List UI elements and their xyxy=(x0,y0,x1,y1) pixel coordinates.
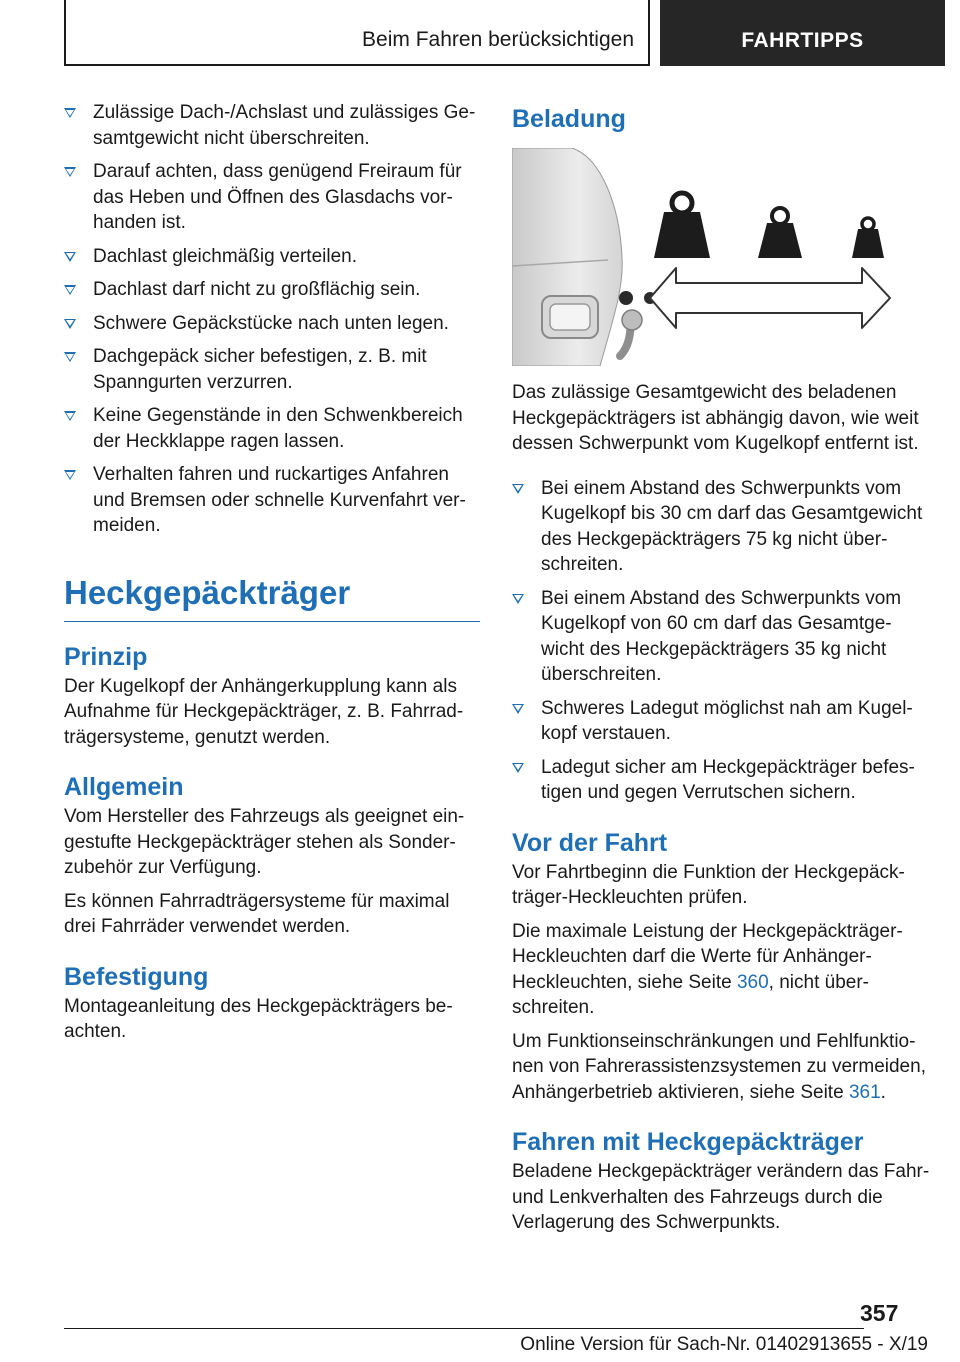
list-item: Dachlast darf nicht zu großflächig sein. xyxy=(64,277,480,303)
chapter-tab[interactable] xyxy=(660,0,945,66)
list-item: Verhalten fahren und ruckartiges Anfahren und Bremsen oder schnelle Kurvenfahrt ver-meiden. xyxy=(64,462,480,539)
list-item: Keine Gegenstände in den Schwenkbereich der Heckklappe ragen lassen. xyxy=(64,403,480,454)
triangle-bullet-icon xyxy=(512,704,524,714)
list-item: Schwere Gepäckstücke nach unten legen. xyxy=(64,311,480,337)
right-column xyxy=(512,100,932,1236)
list-item: Bei einem Abstand des Schwerpunkts vom Kugelkopf von 60 cm darf das Gesamtge-wicht des Heckgepäckträgers 35 kg nicht überschreiten. xyxy=(512,586,932,688)
beladung-list xyxy=(512,476,932,806)
heading-befestigung: Befestigung xyxy=(64,962,209,991)
page-link-361[interactable]: 361 xyxy=(848,1081,881,1103)
paragraph-vor-der-fahrt-2: Die maximale Leistung der Heckgepäckträger-Heckleuchten darf die Werte für Anhänger-Heckleuchten, siehe Seite 360, nicht über-schreiten. xyxy=(512,920,903,1018)
heading-vor-der-fahrt: Vor der Fahrt xyxy=(512,828,668,857)
list-item: Ladegut sicher am Heckgepäckträger befes-tigen und gegen Verrutschen sichern. xyxy=(512,755,932,806)
footer-divider xyxy=(64,1328,864,1329)
list-item: Bei einem Abstand des Schwerpunkts vom Kugelkopf bis 30 cm darf das Gesamtgewicht des Heckgepäckträgers 75 kg nicht über-schreiten. xyxy=(512,476,932,578)
triangle-bullet-icon xyxy=(64,252,76,262)
paragraph-befestigung: Montageanleitung des Heckgepäckträgers be-achten. xyxy=(64,995,453,1042)
page-link-360[interactable]: 360 xyxy=(736,971,769,993)
triangle-bullet-icon xyxy=(64,470,76,480)
paragraph-beladung-intro: Das zulässige Gesamtgewicht des beladenen Heckgepäckträgers ist abhängig davon, wie weit dessen Schwerpunkt vom Kugelkopf entfernt ist. xyxy=(512,382,919,454)
triangle-bullet-icon xyxy=(64,167,76,177)
paragraph-vor-der-fahrt-3: Um Funktionseinschränkungen und Fehlfunktio-nen von Fahrerassistenzsystemen zu vermeiden, Anhängerbetrieb aktivieren, siehe Seite 361. xyxy=(512,1030,926,1103)
triangle-bullet-icon xyxy=(64,411,76,421)
heading-prinzip: Prinzip xyxy=(64,642,148,671)
list-item: Zulässige Dach-/Achslast und zulässiges Ge-samtgewicht nicht überschreiten. xyxy=(64,100,480,151)
page-number: 357 xyxy=(860,1300,899,1326)
footer-online-version: Online Version für Sach-Nr. 01402913655 - X/19 xyxy=(520,1334,928,1355)
paragraph-allgemein-2: Es können Fahrradträgersysteme für maximal drei Fahrräder verwendet werden. xyxy=(64,890,450,937)
triangle-bullet-icon xyxy=(64,285,76,295)
paragraph-fahren: Beladene Heckgepäckträger verändern das Fahr- und Lenkverhalten des Fahrzeugs durch die Verlagerung des Schwerpunkts. xyxy=(512,1161,930,1233)
hitch-load-illustration xyxy=(512,148,896,366)
paragraph-prinzip: Der Kugelkopf der Anhängerkupplung kann als Aufnahme für Heckgepäckträger, z. B. Fahrrad-trägersysteme, genutzt werden. xyxy=(64,675,464,748)
chapter-tab-label: FAHRTIPPS xyxy=(741,29,864,52)
triangle-bullet-icon xyxy=(64,319,76,329)
paragraph-vor-der-fahrt-1: Vor Fahrtbeginn die Funktion der Heckgepäck-träger-Heckleuchten prüfen. xyxy=(512,861,905,908)
heading-fahren: Fahren mit Heckgepäckträger xyxy=(512,1128,864,1156)
list-item: Darauf achten, dass genügend Freiraum für das Heben und Öffnen des Glasdachs vor-handen ist. xyxy=(64,159,480,236)
section-title: Beim Fahren berücksichtigen xyxy=(362,28,634,51)
triangle-bullet-icon xyxy=(512,484,524,494)
page-title: Heckgepäckträger xyxy=(64,573,480,622)
heading-beladung: Beladung xyxy=(512,105,626,133)
triangle-bullet-icon xyxy=(512,594,524,604)
triangle-bullet-icon xyxy=(64,108,76,118)
list-item: Dachlast gleichmäßig verteilen. xyxy=(64,244,480,270)
running-header xyxy=(64,0,650,66)
triangle-bullet-icon xyxy=(512,763,524,773)
list-item: Dachgepäck sicher befestigen, z. B. mit Spanngurten verzurren. xyxy=(64,344,480,395)
triangle-bullet-icon xyxy=(64,352,76,362)
load-rules-list xyxy=(64,100,480,539)
paragraph-allgemein-1: Vom Hersteller des Fahrzeugs als geeignet ein-gestufte Heckgepäckträger stehen als Sonder-zubehör zur Verfügung. xyxy=(64,806,465,878)
left-column xyxy=(64,100,480,1045)
list-item: Schweres Ladegut möglichst nah am Kugel-kopf verstauen. xyxy=(512,696,932,747)
heading-allgemein: Allgemein xyxy=(64,773,184,801)
